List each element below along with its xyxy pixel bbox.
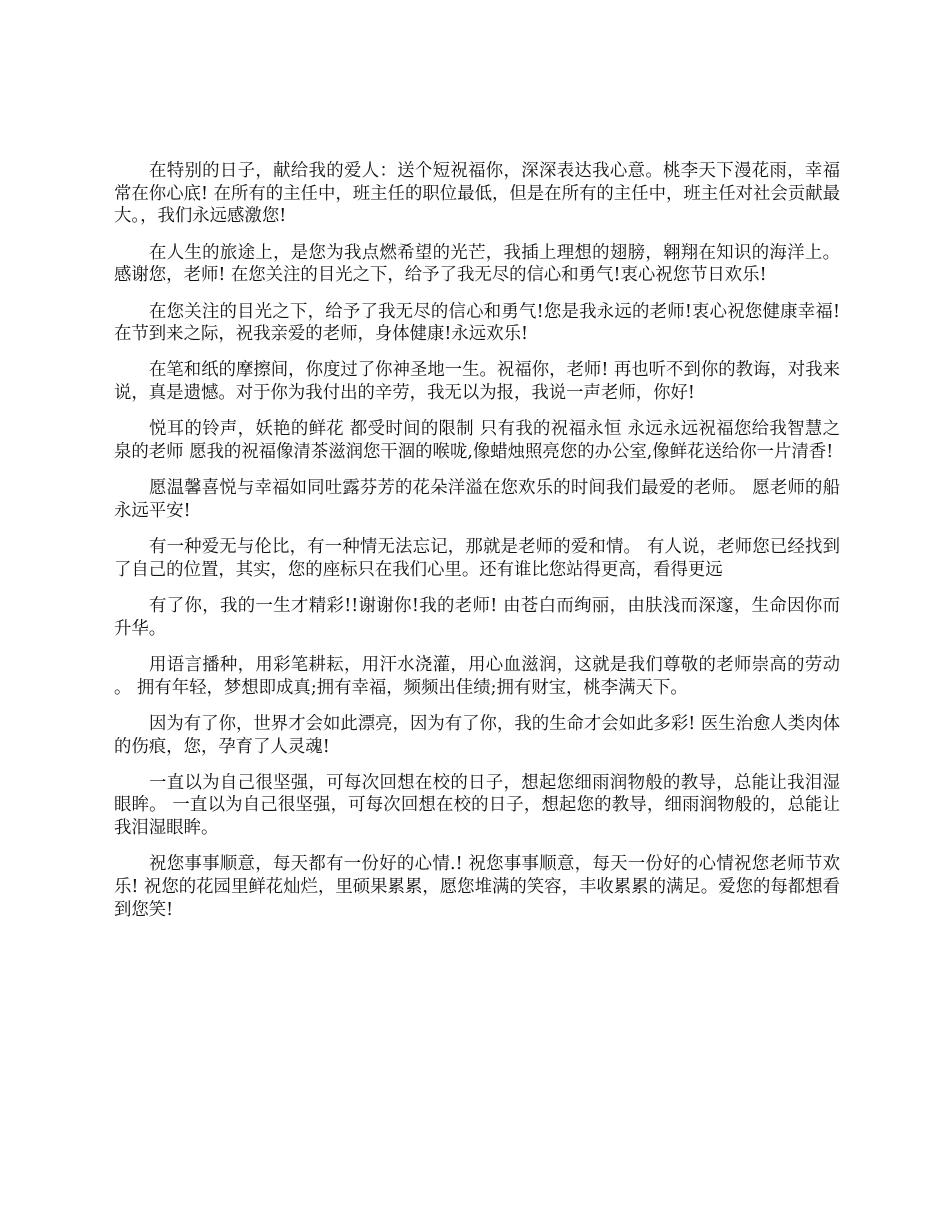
- paragraph: 因为有了你，世界才会如此漂亮，因为有了你，我的生命才会如此多彩! 医生治愈人类肉体的伤痕，您，孕育了人灵魂!: [114, 713, 840, 757]
- paragraph: 悦耳的铃声，妖艳的鲜花 都受时间的限制 只有我的祝福永恒 永远永远祝福您给我智慧之泉的老师 愿我的祝福像清茶滋润您干涸的喉咙,像蜡烛照亮您的办公室,像鲜花送给你一片清香!: [114, 419, 840, 463]
- paragraph: 祝您事事顺意，每天都有一份好的心情.! 祝您事事顺意，每天一份好的心情祝您老师节欢乐! 祝您的花园里鲜花灿烂，里硕果累累，愿您堆满的笑容，丰收累累的满足。爱您的每都想看到您笑!: [114, 854, 840, 920]
- paragraph: 愿温馨喜悦与幸福如同吐露芬芳的花朵洋溢在您欢乐的时间我们最爱的老师。 愿老师的船永远平安!: [114, 478, 840, 521]
- paragraph: 在笔和纸的摩擦间，你度过了你神圣地一生。祝福你，老师! 再也听不到你的教诲，对我来说，真是遗憾。对于你为我付出的辛劳，我无以为报，我说一声老师，你好!: [114, 360, 840, 404]
- document-body: [114, 160, 840, 935]
- paragraph: 在特别的日子，献给我的爱人：送个短祝福你，深深表达我心意。桃李天下漫花雨，幸福常在你心底! 在所有的主任中，班主任的职位最低，但是在所有的主任中，班主任对社会贡献最大。，我们永远感激您!: [114, 161, 840, 227]
- paragraph: 在您关注的目光之下，给予了我无尽的信心和勇气!您是我永远的老师!衷心祝您健康幸福! 在节到来之际，祝我亲爱的老师，身体健康!永远欢乐!: [114, 301, 840, 345]
- paragraph: 用语言播种，用彩笔耕耘，用汗水浇灌，用心血滋润，这就是我们尊敬的老师崇高的劳动。 拥有年轻，梦想即成真;拥有幸福，频频出佳绩;拥有财宝，桃李满天下。: [114, 654, 840, 698]
- paragraph: 一直以为自己很坚强，可每次回想在校的日子，想起您细雨润物般的教导，总能让我泪湿眼眸。 一直以为自己很坚强，可每次回想在校的日子，想起您的教导，细雨润物般的，总能让我泪湿眼眸。: [114, 772, 840, 839]
- paragraph: 在人生的旅途上，是您为我点燃希望的光芒，我插上理想的翅膀，翱翔在知识的海洋上。感谢您，老师! 在您关注的目光之下，给予了我无尽的信心和勇气!衷心祝您节日欢乐!: [114, 242, 840, 286]
- paragraph: 有了你，我的一生才精彩!!谢谢你!我的老师! 由苍白而绚丽，由肤浅而深邃，生命因你而升华。: [114, 596, 840, 639]
- paragraph: 有一种爱无与伦比，有一种情无法忘记，那就是老师的爱和情。 有人说，老师您已经找到了自己的位置，其实，您的座标只在我们心里。还有谁比您站得更高，看得更远: [114, 537, 840, 580]
